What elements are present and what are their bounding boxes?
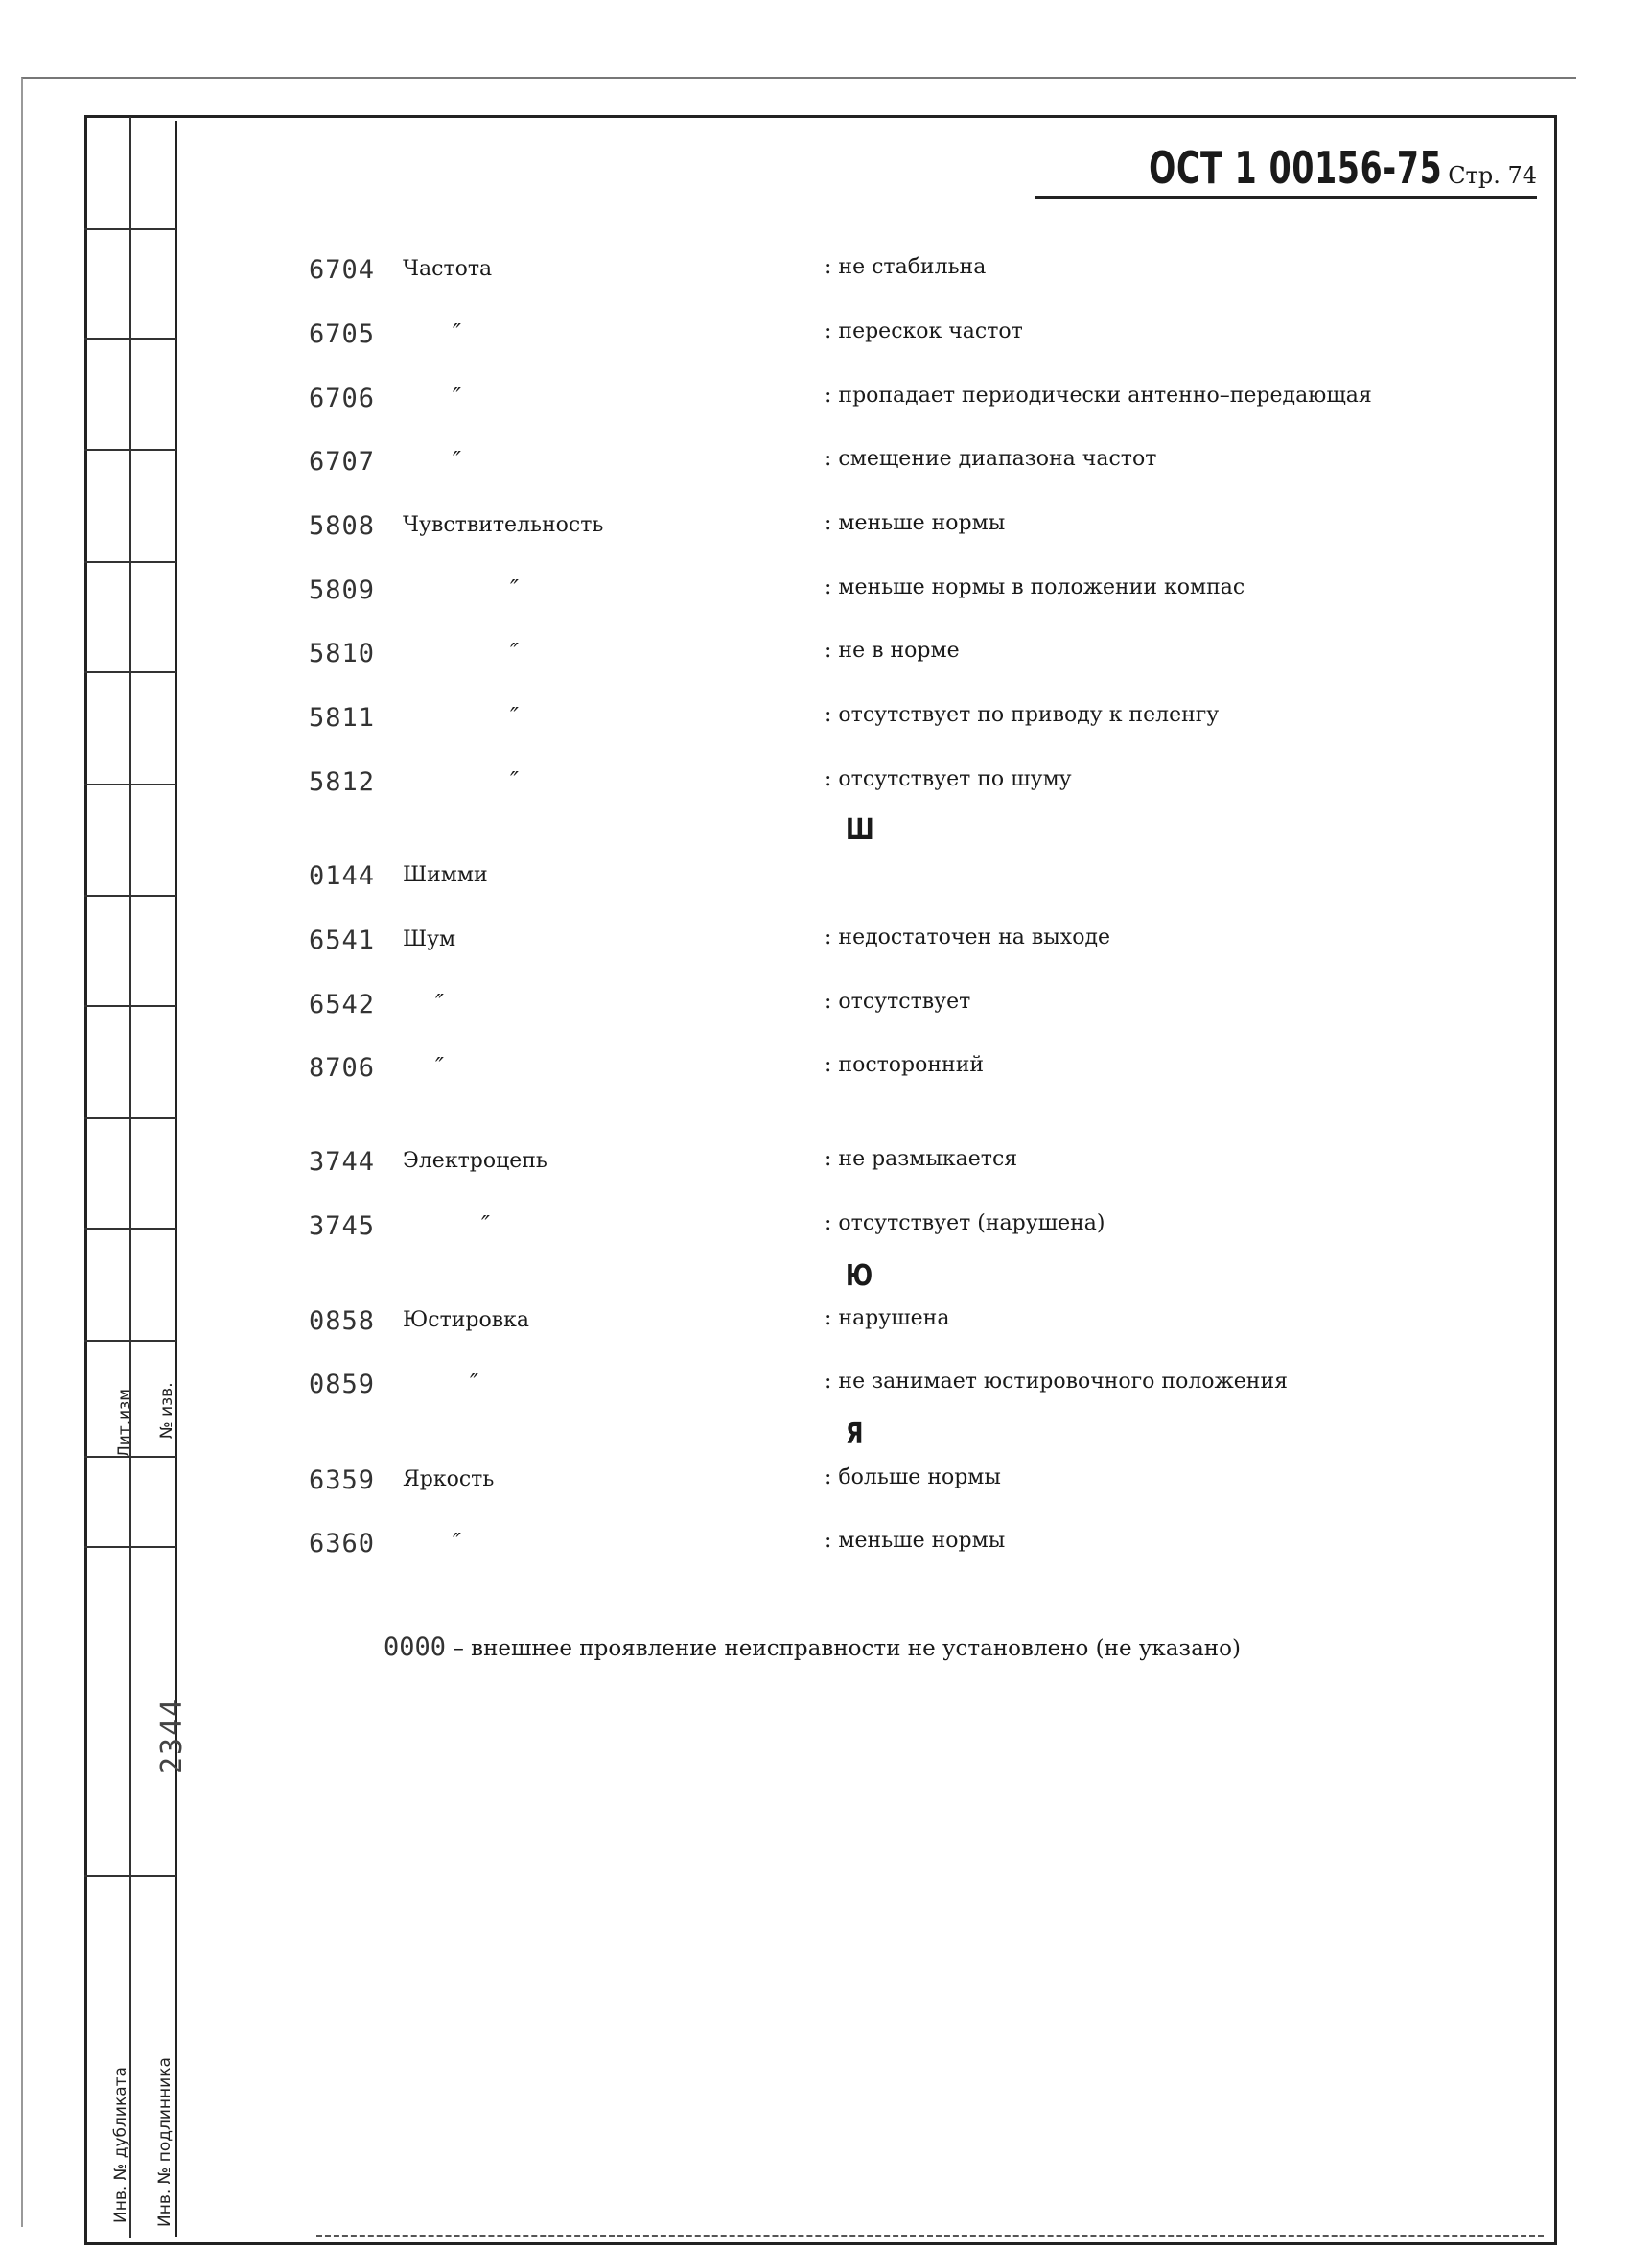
margin-no-izv: № изв.: [157, 1382, 176, 1439]
entry-code: 0859: [309, 1370, 376, 1399]
ditto-mark: ″: [510, 639, 519, 666]
entry-code: 6359: [309, 1465, 376, 1495]
entry-desc: : больше нормы: [825, 1465, 1001, 1489]
entry-desc: : нарушена: [825, 1306, 950, 1330]
ditto-mark: ″: [470, 1370, 478, 1396]
entry-code: 5810: [309, 639, 376, 668]
page-number: Стр. 74: [1448, 162, 1537, 189]
footnote: [384, 1632, 1241, 1662]
margin-grid-line: [84, 671, 176, 673]
margin-grid-line: [84, 561, 176, 563]
list-item: [309, 639, 1517, 681]
margin-grid-line: [84, 228, 176, 230]
list-item: [309, 1306, 1517, 1348]
entry-desc: : посторонний: [825, 1053, 985, 1077]
section-letter: Ш: [846, 813, 874, 847]
entry-code: 5811: [309, 703, 376, 733]
list-item: [309, 1529, 1517, 1571]
list-item: [309, 384, 1517, 426]
margin-grid-line: [84, 1228, 176, 1230]
entry-name: Частота: [403, 257, 493, 281]
margin-grid-line: [84, 338, 176, 340]
entry-code: 6541: [309, 925, 376, 955]
entry-code: 6542: [309, 990, 376, 1019]
entry-name: Яркость: [403, 1467, 495, 1491]
margin-grid-line: [84, 1875, 176, 1877]
footnote-text: – внешнее проявление неисправности не установлено (не указано): [446, 1636, 1241, 1661]
list-item: [309, 1465, 1517, 1508]
entry-name: Шимми: [403, 863, 488, 887]
ditto-mark: ″: [435, 990, 444, 1017]
ditto-mark: ″: [453, 384, 461, 410]
entry-desc: : не в норме: [825, 639, 960, 663]
ditto-mark: ″: [453, 447, 461, 474]
footnote-code: 0000: [384, 1632, 447, 1662]
margin-inv-dubl: Инв. № дубликата: [111, 2067, 130, 2223]
ditto-mark: ″: [481, 1211, 490, 1238]
entry-desc: : смещение диапазона частот: [825, 447, 1157, 471]
entry-desc: : отсутствует (нарушена): [825, 1211, 1105, 1235]
ditto-mark: ″: [510, 703, 519, 730]
list-item: [309, 1053, 1517, 1095]
entry-code: 0858: [309, 1306, 376, 1336]
bottom-edge-line: [316, 2235, 1544, 2237]
entry-desc: : не размыкается: [825, 1147, 1018, 1171]
margin-grid-line: [84, 1117, 176, 1119]
margin-number: 2344: [155, 1697, 189, 1774]
margin-strip-divider: [129, 117, 131, 2238]
list-item: [309, 1370, 1517, 1412]
entry-code: 6706: [309, 384, 376, 413]
entry-desc: : меньше нормы: [825, 511, 1006, 535]
list-item: [309, 575, 1517, 618]
entry-name: Юстировка: [403, 1308, 529, 1332]
entry-desc: : отсутствует по приводу к пеленгу: [825, 703, 1220, 727]
margin-grid-line: [84, 895, 176, 897]
list-item: [309, 447, 1517, 489]
margin-grid-line: [84, 1546, 176, 1548]
list-item: [309, 1211, 1517, 1253]
list-item: [309, 703, 1517, 745]
entry-desc: : не стабильна: [825, 255, 987, 279]
entry-code: 3744: [309, 1147, 376, 1177]
ditto-mark: ″: [510, 575, 519, 602]
ditto-mark: ″: [453, 1529, 461, 1556]
list-item: [309, 767, 1517, 809]
entry-desc: : отсутствует по шуму: [825, 767, 1072, 791]
list-item: [309, 990, 1517, 1032]
document-header: [1035, 142, 1537, 199]
list-item: [309, 319, 1517, 362]
entry-code: 0144: [309, 861, 376, 891]
entry-desc: : недостаточен на выходе: [825, 925, 1111, 949]
margin-grid-line: [84, 784, 176, 785]
list-item: [309, 255, 1517, 297]
entry-name: Электроцепь: [403, 1149, 547, 1173]
section-letter: Я: [846, 1417, 864, 1451]
entry-name: Чувствительность: [403, 513, 604, 537]
document-code: ОСТ 1 00156-75: [1148, 142, 1443, 194]
margin-grid-line: [84, 449, 176, 451]
entry-code: 6360: [309, 1529, 376, 1558]
margin-inv-podl: Инв. № подлинника: [155, 2057, 175, 2227]
entry-code: 8706: [309, 1053, 376, 1083]
margin-grid-line: [84, 1340, 176, 1342]
entry-desc: : перескок частот: [825, 319, 1023, 343]
entry-desc: : не занимает юстировочного положения: [825, 1370, 1289, 1394]
entry-desc: : отсутствует: [825, 990, 971, 1014]
margin-grid-line: [84, 1005, 176, 1007]
entry-desc: : меньше нормы: [825, 1529, 1006, 1553]
section-letter: Ю: [846, 1259, 873, 1293]
entry-code: 5809: [309, 575, 376, 605]
entry-code: 3745: [309, 1211, 376, 1241]
list-item: [309, 861, 1517, 903]
entry-code: 6705: [309, 319, 376, 349]
entry-code: 6707: [309, 447, 376, 477]
entry-name: Шум: [403, 927, 456, 951]
ditto-mark: ″: [510, 767, 519, 794]
entry-code: 5808: [309, 511, 376, 541]
entry-desc: : пропадает периодически антенно–передающая: [825, 384, 1372, 408]
list-item: [309, 925, 1517, 968]
ditto-mark: ″: [435, 1053, 444, 1080]
entry-code: 5812: [309, 767, 376, 797]
entry-desc: : меньше нормы в положении компас: [825, 575, 1245, 599]
margin-lit-izm: Лит.изм: [115, 1388, 134, 1458]
list-item: [309, 511, 1517, 553]
entry-code: 6704: [309, 255, 376, 285]
ditto-mark: ″: [453, 319, 461, 346]
list-item: [309, 1147, 1517, 1189]
